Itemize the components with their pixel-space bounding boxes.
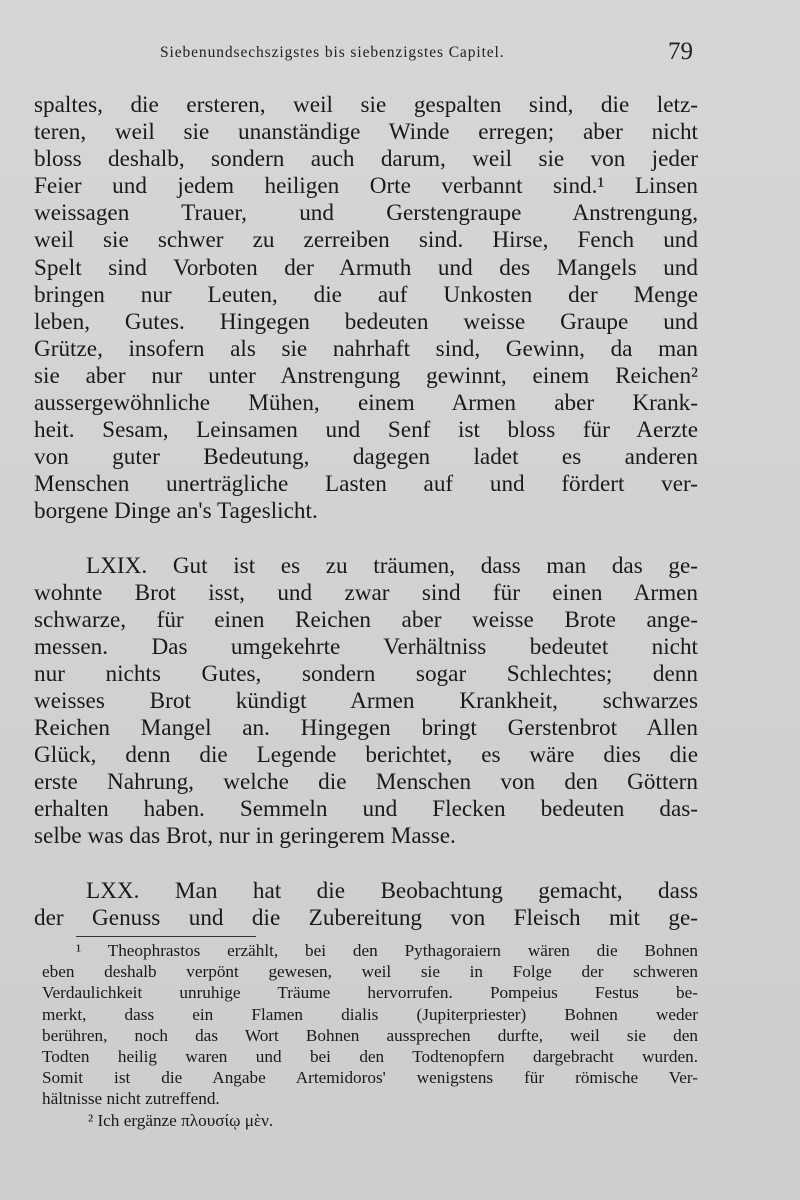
text-line: sie aber nur unter Anstrengung gewinnt, einem Reichen² [34,362,698,389]
text-line: bloss deshalb, sondern auch darum, weil sie von jeder [34,146,698,173]
text-line: heit. Sesam, Leinsamen und Senf ist bloss für Aerzte [34,417,698,444]
running-head [0,38,800,78]
page-number: 79 [668,38,693,65]
text-line: borgene Dinge an's Tageslicht. [34,498,318,525]
text-line: aussergewöhnliche Mühen, einem Armen aber Krank- [34,390,698,417]
text-line: Grütze, insofern als sie nahrhaft sind, Gewinn, da man [34,335,698,362]
text-line: der Genuss und die Zubereitung von Fleisch mit ge- [34,904,698,931]
text-line: selbe was das Brot, nur in geringerem Masse. [34,823,456,850]
footnote-line: Somit ist die Angabe Artemidoros' wenigstens für römische Ver- [42,1068,698,1088]
footnote-2: ² Ich ergänze πλουσίῳ μὲν. [88,1110,274,1130]
text-line: Glück, denn die Legende berichtet, es wäre dies die [34,742,698,769]
footnote-line: Verdaulichkeit unruhige Träume hervorrufen. Pompeius Festus be- [42,983,698,1003]
text-line: wohnte Brot isst, und zwar sind für einen Armen [34,579,698,606]
text-line: bringen nur Leuten, die auf Unkosten der Menge [34,281,698,308]
footnote-line: Todten heilig waren und bei den Todtenopfern dargebracht wurden. [42,1046,698,1066]
section-lxix-first-line: LXIX. Gut ist es zu träumen, dass man das ge- [86,552,698,579]
text-line: weissagen Trauer, und Gerstengraupe Anstrengung, [34,200,698,227]
text-line: spaltes, die ersteren, weil sie gespalten sind, die letz- [34,92,698,118]
text-line: von guter Bedeutung, dagegen ladet es anderen [34,444,698,471]
text-line: leben, Gutes. Hingegen bedeuten weisse Graupe und [34,308,698,335]
text-line: weil sie schwer zu zerreiben sind. Hirse, Fench und [34,227,698,254]
text-line: erhalten haben. Semmeln und Flecken bedeuten das- [34,796,698,823]
text-line: Spelt sind Vorboten der Armuth und des Mangels und [34,254,698,281]
text-line: Reichen Mangel an. Hingegen bringt Gerstenbrot Allen [34,715,698,742]
text-line: nur nichts Gutes, sondern sogar Schlechtes; denn [34,660,698,687]
footnote-line: merkt, dass ein Flamen dialis (Jupiterpriester) Bohnen weder [42,1004,698,1024]
text-line: Feier und jedem heiligen Orte verbannt sind.¹ Linsen [34,173,698,200]
section-lxx-first-line: LXX. Man hat die Beobachtung gemacht, dass [86,877,698,904]
text-line: messen. Das umgekehrte Verhältniss bedeutet nicht [34,633,698,660]
paragraph-gap [34,851,698,878]
footnote-line: berühren, noch das Wort Bohnen aussprechen durfte, weil sie den [42,1025,698,1045]
text-line: erste Nahrung, welche die Menschen von den Göttern [34,769,698,796]
text-line: teren, weil sie unanständige Winde erregen; aber nicht [34,119,698,146]
footnote-line: hältnisse nicht zutreffend. [42,1089,220,1109]
footnote-divider [76,936,256,937]
running-title: Siebenundsechszigstes bis siebenzigstes Capitel. [160,44,505,61]
main-text [34,92,698,932]
footnote-1-first-line: ¹ Theophrastos erzählt, bei den Pythagoraiern wären die Bohnen [76,941,698,960]
text-line: weisses Brot kündigt Armen Krankheit, schwarzes [34,687,698,714]
text-line: schwarze, für einen Reichen aber weisse Brote ange- [34,606,698,633]
text-line: Menschen unerträgliche Lasten auf und fördert ver- [34,471,698,498]
paragraph-gap [34,526,698,553]
footnote-line: eben deshalb verpönt gewesen, weil sie in Folge der schweren [42,962,698,982]
footnotes [42,940,698,1131]
